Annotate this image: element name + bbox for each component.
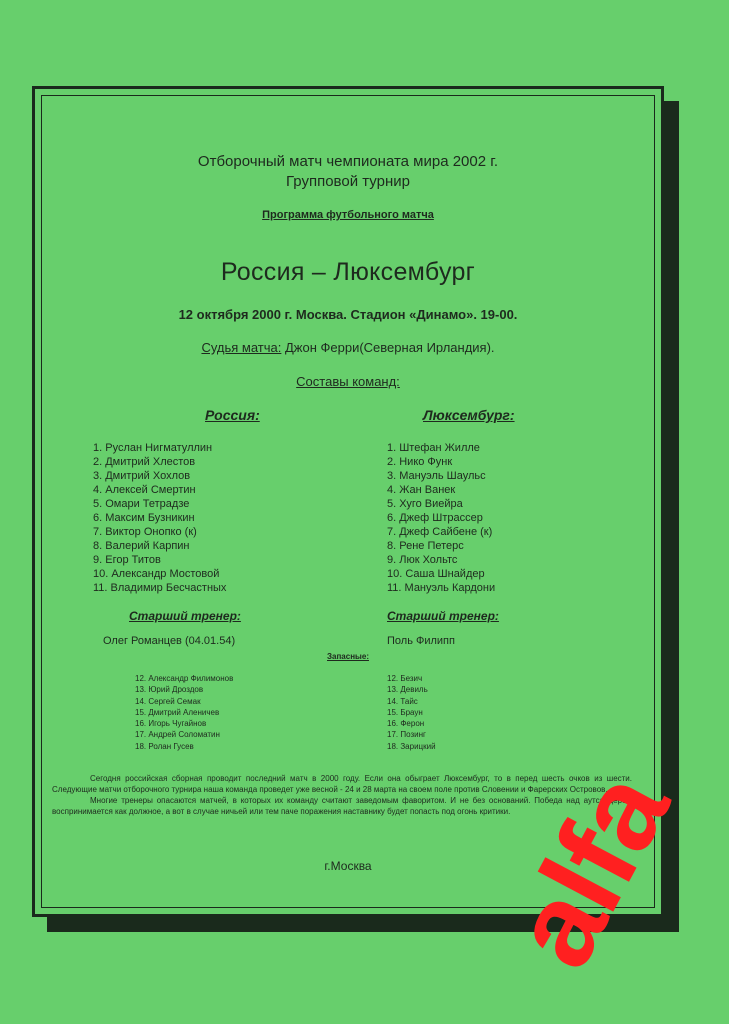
list-item: 14. Тайс <box>387 696 418 706</box>
list-item: 11. Владимир Бесчастных <box>93 582 227 594</box>
referee-label: Судья матча: <box>201 340 282 355</box>
list-item: 12. Безич <box>387 674 423 683</box>
subs-heading: Запасные: <box>327 652 369 661</box>
list-item: 10. Саша Шнайдер <box>387 568 485 580</box>
home-subs-list <box>135 673 233 752</box>
list-item: 4. Жан Ванек <box>387 484 456 496</box>
list-item: 15. Браун <box>387 707 423 717</box>
list-item: 13. Юрий Дроздов <box>135 685 204 695</box>
list-item: 16. Игорь Чугайнов <box>135 719 207 729</box>
away-coach: Поль Филипп <box>387 635 455 647</box>
list-item: 17. Андрей Соломатин <box>135 730 220 740</box>
match-title: Россия – Люксембург <box>220 258 476 286</box>
list-item: 13. Девиль <box>387 685 428 695</box>
list-item: 17. Позинг <box>387 730 426 740</box>
list-item: 7. Джеф Сайбене (к) <box>387 526 493 538</box>
list-item: 8. Валерий Карпин <box>93 540 190 552</box>
list-item: 10. Александр Мостовой <box>93 568 220 580</box>
home-coach-heading: Старший тренер: <box>129 609 241 623</box>
home-team-heading: Россия: <box>205 407 260 423</box>
list-item: 9. Люк Хольтс <box>387 554 458 566</box>
list-item: 5. Хуго Виейра <box>387 498 463 510</box>
away-subs-list <box>387 673 436 752</box>
list-item: 9. Егор Титов <box>93 554 161 566</box>
list-item: 1. Руслан Нигматуллин <box>93 442 213 454</box>
list-item: 3. Дмитрий Хохлов <box>93 470 191 482</box>
away-team-heading: Люксембург: <box>423 407 515 423</box>
alfa-watermark: alfa <box>485 752 695 988</box>
list-item: 6. Джеф Штрассер <box>387 512 483 524</box>
list-item: 3. Мануэль Шаульс <box>387 470 486 482</box>
list-item: 18. Ролан Гусев <box>135 741 194 751</box>
list-item: 16. Ферон <box>387 719 425 729</box>
list-item: 1. Штефан Жилле <box>387 442 480 454</box>
list-item: 18. Зарицкий <box>387 741 436 751</box>
header-line2: Групповой турнир <box>286 173 410 190</box>
list-item: 4. Алексей Смертин <box>93 484 196 496</box>
away-players-list <box>387 441 495 595</box>
home-coach: Олег Романцев (04.01.54) <box>103 635 236 647</box>
list-item: 8. Рене Петерс <box>387 540 464 552</box>
program-title: Программа футбольного матча <box>262 209 434 221</box>
list-item: 7. Виктор Онопко (к) <box>93 526 197 538</box>
header-line1: Отборочный матч чемпионата мира 2002 г. <box>197 153 499 170</box>
home-players-list <box>93 441 226 595</box>
list-item: 11. Мануэль Кардони <box>387 582 496 594</box>
list-item: 12. Александр Филимонов <box>135 674 234 683</box>
list-item: 15. Дмитрий Аленичев <box>135 707 220 717</box>
note-paragraph-2: Многие тренеры опасаются матчей, в которых их команду считают заведомым фаворитом. И не без оснований. Победа над аутсайдером воспринимается как должное, а вот в случае ничьей или тем паче поражения наставнику будет попасть под огонь критики. <box>52 796 632 816</box>
list-item: 2. Дмитрий Хлестов <box>93 456 196 468</box>
lineups-label: Составы команд: <box>296 374 400 389</box>
list-item: 14. Сергей Семак <box>135 696 201 706</box>
date-venue: 12 октября 2000 г. Москва. Стадион «Динамо». 19-00. <box>178 307 518 322</box>
note-paragraph-1: Сегодня российская сборная проводит последний матч в 2000 году. Если она обыграет Люксембург, то в перед шесть очков из шести. Следующие матчи отборочного турнира наша команда проведет уже весной - 24 и 28 марта на своем поле против Словении и Фарерских Островов. <box>52 774 632 794</box>
referee-line <box>35 340 661 355</box>
away-coach-heading: Старший тренер: <box>387 609 499 623</box>
list-item: 6. Максим Бузникин <box>93 512 195 524</box>
list-item: 5. Омари Тетрадзе <box>93 498 190 510</box>
referee-name: Джон Ферри(Северная Ирландия). <box>281 340 495 355</box>
list-item: 2. Нико Функ <box>387 456 453 468</box>
footer-city: г.Москва <box>324 859 372 873</box>
